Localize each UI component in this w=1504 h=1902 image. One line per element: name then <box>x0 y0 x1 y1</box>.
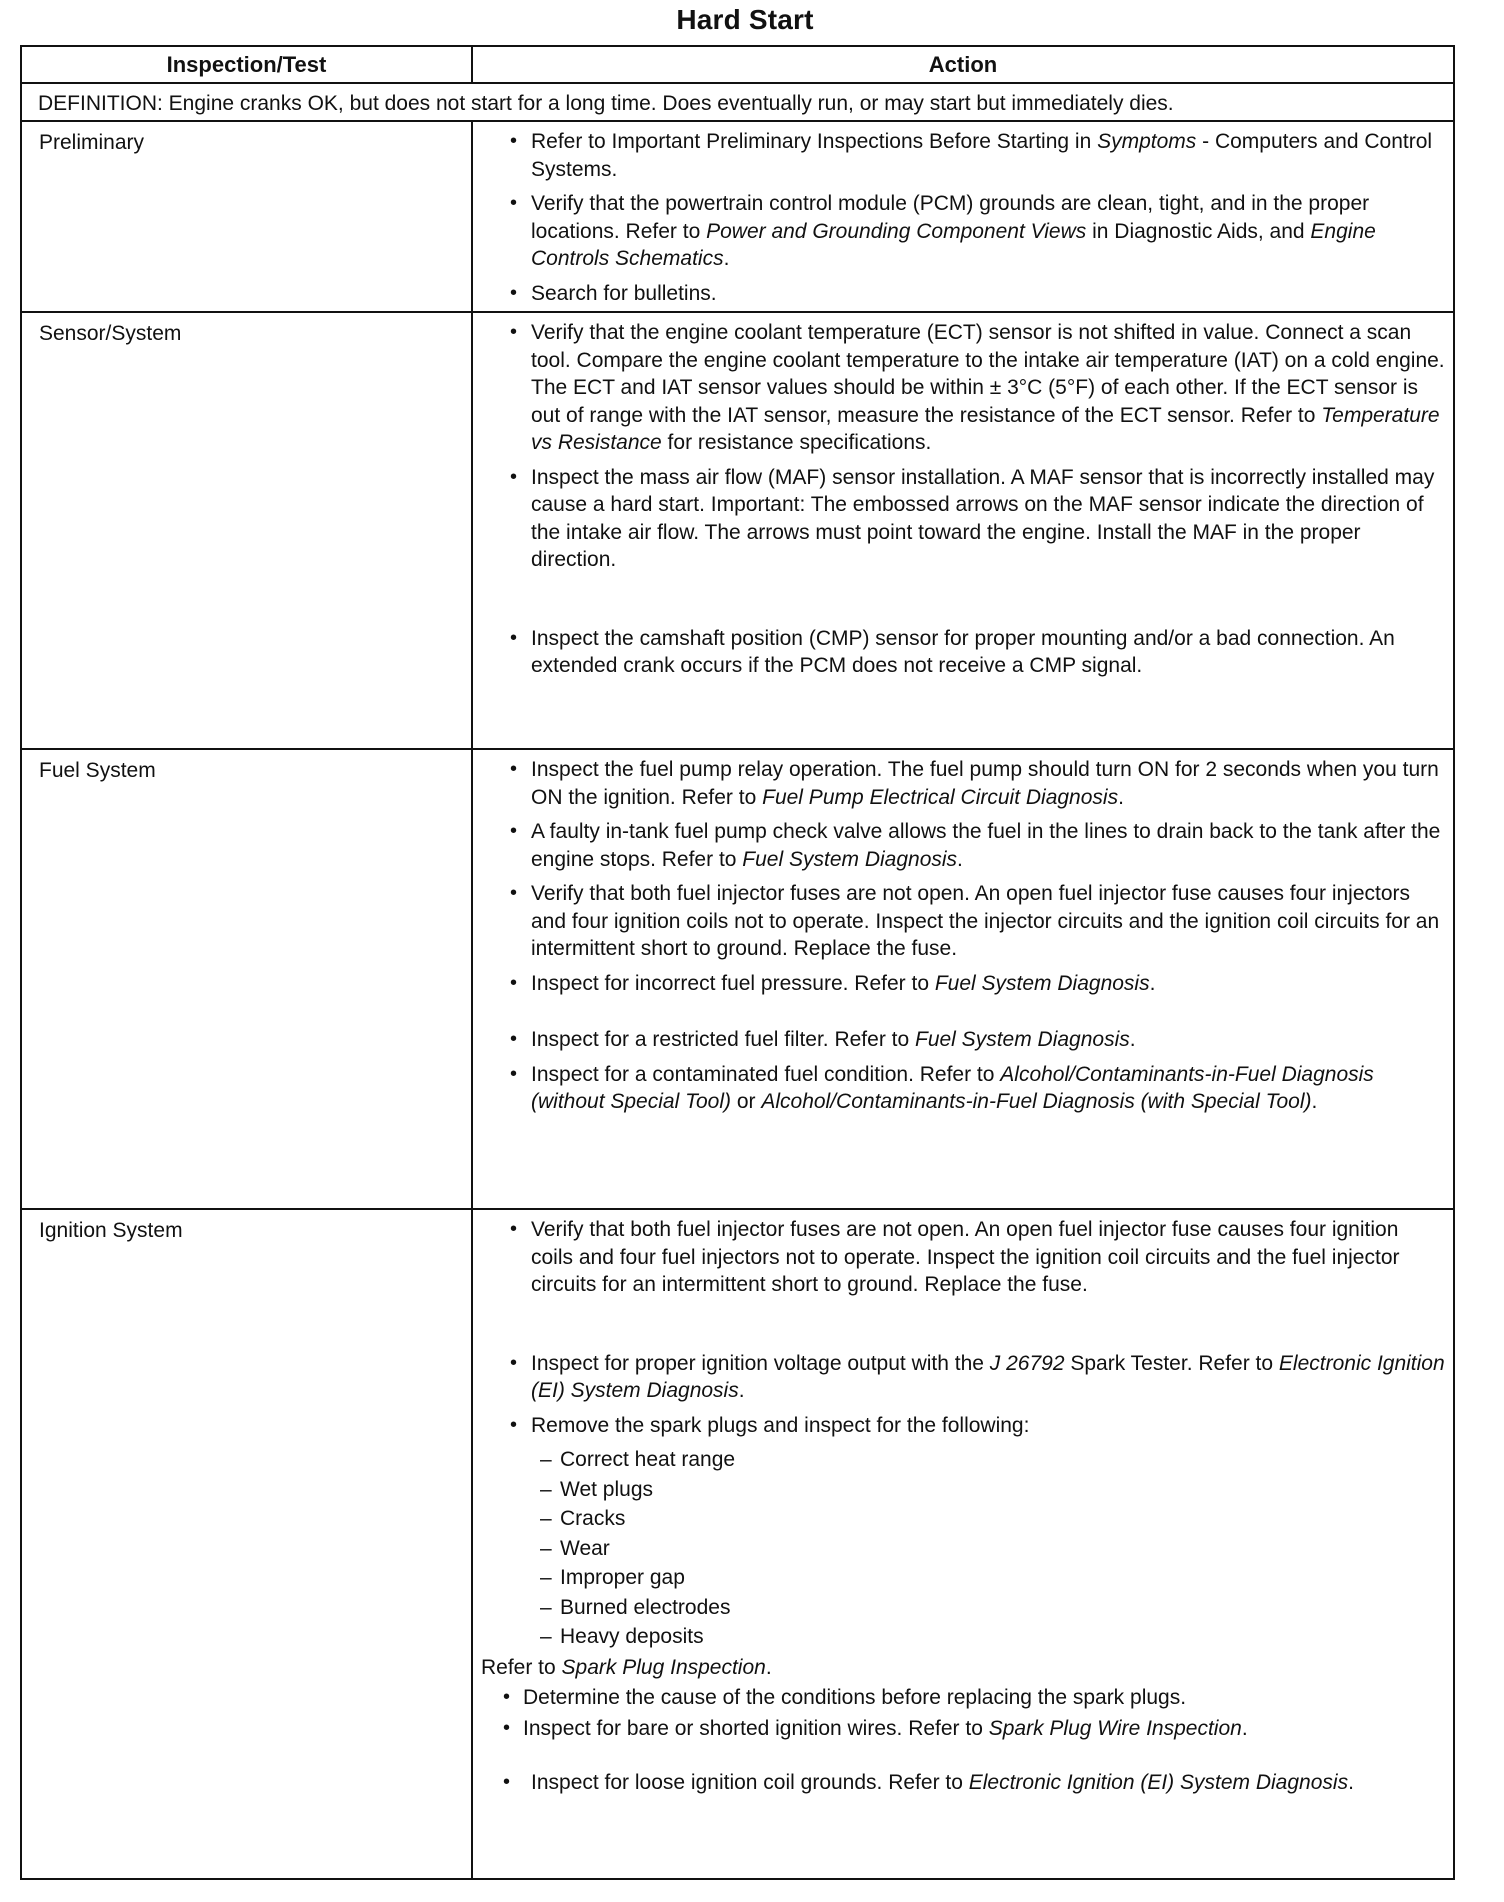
definition-row <box>22 82 1453 121</box>
action-item: • Inspect the camshaft position (CMP) sensor for proper mounting and/or a bad connection. An extended crank occurs if the PCM does not receive a CMP signal. <box>473 625 1445 680</box>
action-item: • Inspect for loose ignition coil grounds. Refer to Electronic Ignition (EI) System Diagnosis. <box>473 1769 1445 1797</box>
action-item: • Verify that both fuel injector fuses are not open. An open fuel injector fuse causes four ignition coils and four fuel injectors not to operate. Inspect the ignition coil circuits and the fuel injector circuits for an intermittent short to ground. Replace the fuse. <box>473 1216 1445 1343</box>
condition-item: – Burned electrodes <box>473 1593 1445 1623</box>
row-actions-preliminary <box>473 122 1453 312</box>
row-actions-sensor-system <box>473 313 1453 749</box>
definition-text: DEFINITION: Engine cranks OK, but does not start for a long time. Does eventually run, or may start but immediately dies. <box>38 92 1174 115</box>
page-title: Hard Start <box>676 4 814 35</box>
table-row <box>22 311 1453 749</box>
action-item: • Remove the spark plugs and inspect for the following: – Correct heat range – Wet plugs – Cracks – Wear – Improper gap – Burned electrodes – Heavy deposits <box>473 1412 1445 1652</box>
action-item: • Inspect for bare or shorted ignition wires. Refer to Spark Plug Wire Inspection. <box>473 1715 1445 1765</box>
condition-item: – Heavy deposits <box>473 1622 1445 1652</box>
action-item: • Determine the cause of the conditions before replacing the spark plugs. <box>473 1684 1445 1712</box>
action-item: • Verify that the powertrain control module (PCM) grounds are clean, tight, and in the proper locations. Refer to Power and Grounding Component Views in Diagnostic Aids, and Engine Controls Schematics. <box>473 190 1445 273</box>
row-label-sensor-system: Sensor/System <box>22 313 473 749</box>
condition-item: – Cracks <box>473 1504 1445 1534</box>
row-label-ignition-system: Ignition System <box>22 1210 473 1878</box>
table-row <box>22 120 1453 312</box>
row-actions-ignition-system <box>473 1210 1453 1878</box>
action-item: • Inspect the fuel pump relay operation. The fuel pump should turn ON for 2 seconds when you turn ON the ignition. Refer to Fuel Pump Electrical Circuit Diagnosis. <box>473 756 1445 811</box>
action-item: • Inspect for a restricted fuel filter. Refer to Fuel System Diagnosis. <box>473 1026 1445 1054</box>
condition-item: – Improper gap <box>473 1563 1445 1593</box>
action-item: • Inspect for a contaminated fuel condition. Refer to Alcohol/Contaminants-in-Fuel Diagnosis (without Special Tool) or Alcohol/Contaminants-in-Fuel Diagnosis (with Special Tool). <box>473 1061 1445 1116</box>
table-row <box>22 1208 1453 1878</box>
spark-plug-conditions-list <box>473 1445 1445 1652</box>
action-item: • Inspect the mass air flow (MAF) sensor installation. A MAF sensor that is incorrectly installed may cause a hard start. Important: The embossed arrows on the MAF sensor indicate the direction of the intake air flow. The arrows must point toward the engine. Install the MAF in the proper direction. <box>473 464 1445 618</box>
column-header-action: Action <box>928 52 998 77</box>
diagnostic-table <box>20 45 1455 1880</box>
action-item: • Refer to Important Preliminary Inspections Before Starting in Symptoms - Computers and Control Systems. <box>473 128 1445 183</box>
condition-item: – Wet plugs <box>473 1475 1445 1505</box>
action-item: • Inspect for incorrect fuel pressure. Refer to Fuel System Diagnosis. <box>473 970 1445 1020</box>
row-label-preliminary: Preliminary <box>22 122 473 312</box>
action-item: • Verify that the engine coolant temperature (ECT) sensor is not shifted in value. Connect a scan tool. Compare the engine coolant temperature to the intake air temperature (IAT) on a cold engine. The ECT and IAT sensor values should be within ± 3°C (5°F) of each other. If the ECT sensor is out of range with the IAT sensor, measure the resistance of the ECT sensor. Refer to Temperature vs Resistance for resistance specifications. <box>473 319 1445 457</box>
action-item: • Inspect for proper ignition voltage output with the J 26792 Spark Tester. Refer to Electronic Ignition (EI) System Diagnosis. <box>473 1350 1445 1405</box>
table-header <box>22 47 1453 83</box>
action-item: • A faulty in-tank fuel pump check valve allows the fuel in the lines to drain back to the tank after the engine stops. Refer to Fuel System Diagnosis. <box>473 818 1445 873</box>
condition-item: – Correct heat range <box>473 1445 1445 1475</box>
column-header-inspection: Inspection/Test <box>22 47 473 83</box>
condition-item: – Wear <box>473 1534 1445 1564</box>
spark-plug-inspection-reference: Refer to Spark Plug Inspection. <box>481 1655 772 1679</box>
table-row <box>22 748 1453 1209</box>
row-label-fuel-system: Fuel System <box>22 750 473 1209</box>
action-item: • Verify that both fuel injector fuses are not open. An open fuel injector fuse causes four injectors and four ignition coils not to operate. Inspect the injector circuits and the ignition coil circuits for an intermittent short to ground. Replace the fuse. <box>473 880 1445 963</box>
row-actions-fuel-system <box>473 750 1453 1209</box>
action-item: • Search for bulletins. <box>473 280 1445 308</box>
